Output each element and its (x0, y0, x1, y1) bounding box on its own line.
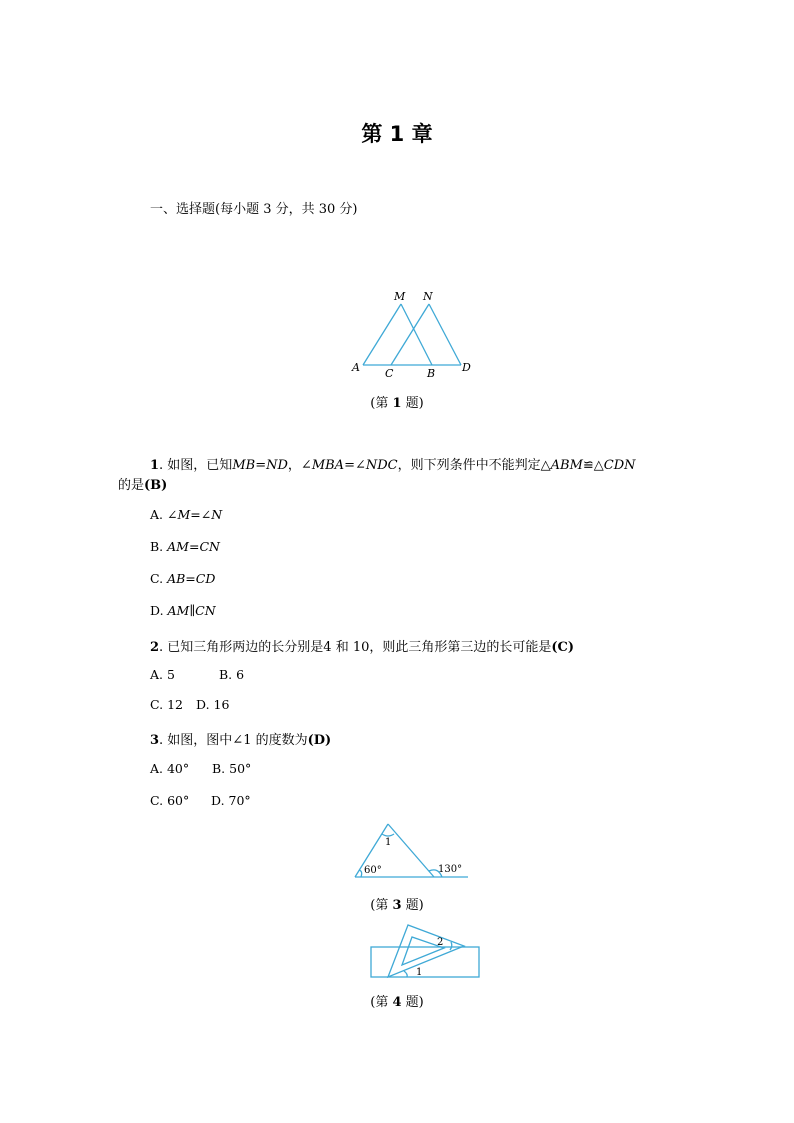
segment-nd (429, 304, 461, 365)
question-2-option-b: B. 6 (219, 667, 245, 682)
label-a: A (352, 361, 360, 374)
label-angle-2: 2 (437, 937, 444, 948)
figure-4-ruler-set-square (368, 921, 483, 981)
question-3-option-a: A. 40° (150, 761, 190, 776)
question-1-answer: (B) (144, 478, 168, 493)
question-3-answer: (D) (307, 733, 332, 748)
angle-2-arc (450, 942, 452, 950)
question-1-option-b: B. AM=CN (150, 539, 220, 554)
label-angle-1: 1 (416, 967, 423, 978)
question-2-option-d: D. 16 (196, 697, 230, 712)
figure-1-caption: (第 1 题) (370, 396, 424, 411)
question-2-option-c: C. 12 (150, 697, 183, 712)
figure-3-triangle (350, 818, 475, 884)
label-b: B (427, 367, 436, 380)
set-square-outer (388, 925, 464, 977)
figure-4-caption: (第 4 题) (370, 995, 424, 1010)
question-1-option-c: C. AB=CD (150, 571, 216, 586)
angle-1-arc (404, 971, 407, 977)
question-3-option-d: D. 70° (211, 793, 251, 808)
question-1-option-a: A. ∠M=∠N (150, 507, 223, 522)
question-1-stem: 1. 如图，已知MB=ND，∠MBA=∠NDC，则下列条件中不能判定△ABM≌△CDN (150, 458, 636, 473)
figure-3-caption: (第 3 题) (370, 898, 424, 913)
page-title: 第 1 章 (361, 122, 433, 146)
label-d: D (462, 361, 471, 374)
question-2-answer: (C) (551, 640, 575, 655)
segment-cn (391, 304, 429, 365)
label-m: M (394, 290, 406, 303)
question-2-option-a: A. 5 (150, 667, 175, 682)
label-angle-1: 1 (385, 837, 392, 848)
section-heading: 一、选择题(每小题 3 分，共 30 分) (150, 202, 358, 217)
figure-1-triangles (345, 285, 480, 380)
label-angle-60: 60° (364, 865, 382, 876)
segment-am (363, 304, 401, 365)
question-2-stem: 2. 已知三角形两边的长分别是4 和 10，则此三角形第三边的长可能是(C) (150, 640, 575, 655)
segment-mb (401, 304, 432, 365)
question-1-option-d: D. AM∥CN (150, 603, 216, 618)
label-n: N (423, 290, 433, 303)
question-3-option-c: C. 60° (150, 793, 190, 808)
angle-1-arc (382, 834, 394, 836)
question-3-option-b: B. 50° (212, 761, 252, 776)
question-1-stem-cont: 的是(B) (118, 478, 168, 493)
triangle-right-side (388, 824, 434, 877)
question-3-stem: 3. 如图，图中∠1 的度数为(D) (150, 733, 332, 748)
label-c: C (385, 367, 394, 380)
label-angle-130: 130° (438, 864, 463, 875)
